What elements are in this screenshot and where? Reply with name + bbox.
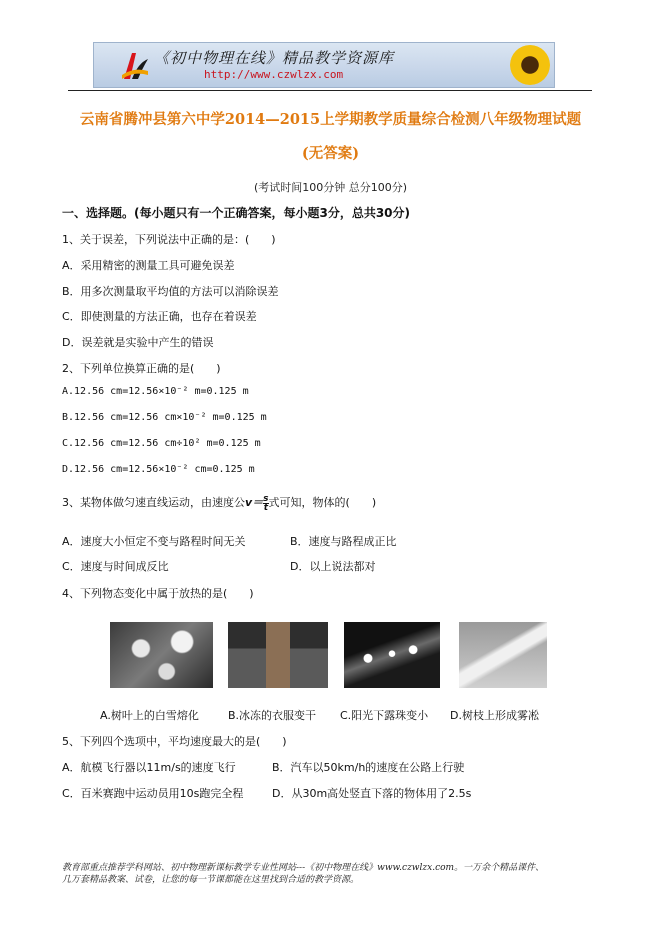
banner-url[interactable]: http://www.czwlzx.com (204, 68, 344, 81)
photo-snow-leaves (110, 622, 213, 688)
question-1: 1、关于误差，下列说法中正确的是：( ) (62, 233, 276, 246)
exam-info: (考试时间100分钟 总分100分) (253, 181, 408, 194)
q1-option-c: C．即使测量的方法正确，也存在着误差 (62, 310, 257, 323)
header-divider (68, 90, 592, 91)
photo-rime-branch (459, 622, 547, 688)
q2-option-c: C.12.56 cm=12.56 cm÷10² m=0.125 m (62, 438, 261, 449)
q3-option-b: B．速度与路程成正比 (290, 535, 397, 548)
logo-icon (120, 49, 150, 81)
sunflower-icon (510, 45, 550, 85)
page-title: 云南省腾冲县第六中学2014—2015上学期教学质量综合检测八年级物理试题 (79, 111, 582, 128)
q3-formula-den: t (263, 502, 268, 513)
q1-option-b: B．用多次测量取平均值的方法可以消除误差 (62, 285, 279, 298)
footer-note (62, 862, 602, 886)
q3-option-a: A．速度大小恒定不变与路程时间无关 (62, 535, 246, 548)
section-heading: 一、选择题。(每小题只有一个正确答案，每小题3分，总共30分) (62, 206, 411, 220)
q5-option-a: A．航模飞行器以11m/s的速度飞行 (62, 761, 236, 774)
q3-option-c: C．速度与时间成反比 (62, 560, 169, 573)
q2-option-d: D.12.56 cm=12.56×10⁻² cm=0.125 m (62, 464, 255, 475)
page-title-note: (无答案) (301, 145, 360, 162)
header-banner (93, 42, 555, 88)
footer-line-2: 几万套精品教案、试卷，让您的每一节课都能在这里找到合适的教学资源。 (62, 875, 360, 885)
q4-option-b: B.冰冻的衣服变干 (228, 709, 317, 722)
q2-option-b: B.12.56 cm=12.56 cm×10⁻² m=0.125 m (62, 412, 267, 423)
question-3 (62, 494, 376, 512)
banner-title: 《初中物理在线》精品教学资源库 (154, 49, 395, 67)
photo-frozen-clothes (228, 622, 328, 688)
q4-option-c: C.阳光下露珠变小 (340, 709, 429, 722)
footer-line-1: 教育部重点推荐学科网站、初中物理新课标教学专业性网站---《初中物理在线》www.czwlzx.com。一万余个精品课件、 (62, 863, 545, 873)
photo-dew-drops (344, 622, 440, 688)
q4-option-d: D.树枝上形成雾凇 (450, 709, 539, 722)
q3-stem-pre: 3、某物体做匀速直线运动，由速度公 (62, 496, 245, 509)
question-4: 4、下列物态变化中属于放热的是( ) (62, 587, 254, 600)
q1-option-a: A．采用精密的测量工具可避免误差 (62, 259, 235, 272)
q3-formula-num: s (263, 493, 269, 504)
question-2: 2、下列单位换算正确的是( ) (62, 362, 221, 375)
q5-option-b: B．汽车以50km/h的速度在公路上行驶 (272, 761, 465, 774)
question-5: 5、下列四个选项中，平均速度最大的是( ) (62, 735, 287, 748)
q5-option-c: C．百米赛跑中运动员用10s跑完全程 (62, 787, 244, 800)
q1-option-d: D．误差就是实验中产生的错误 (62, 336, 214, 349)
q3-formula-v: v＝ (245, 496, 264, 509)
q3-option-d: D．以上说法都对 (290, 560, 376, 573)
q4-option-a: A.树叶上的白雪熔化 (100, 709, 199, 722)
q2-option-a: A.12.56 cm=12.56×10⁻² m=0.125 m (62, 386, 249, 397)
q3-stem-post: 式可知，物体的( ) (268, 496, 377, 509)
q5-option-d: D．从30m高处竖直下落的物体用了2.5s (272, 787, 472, 800)
